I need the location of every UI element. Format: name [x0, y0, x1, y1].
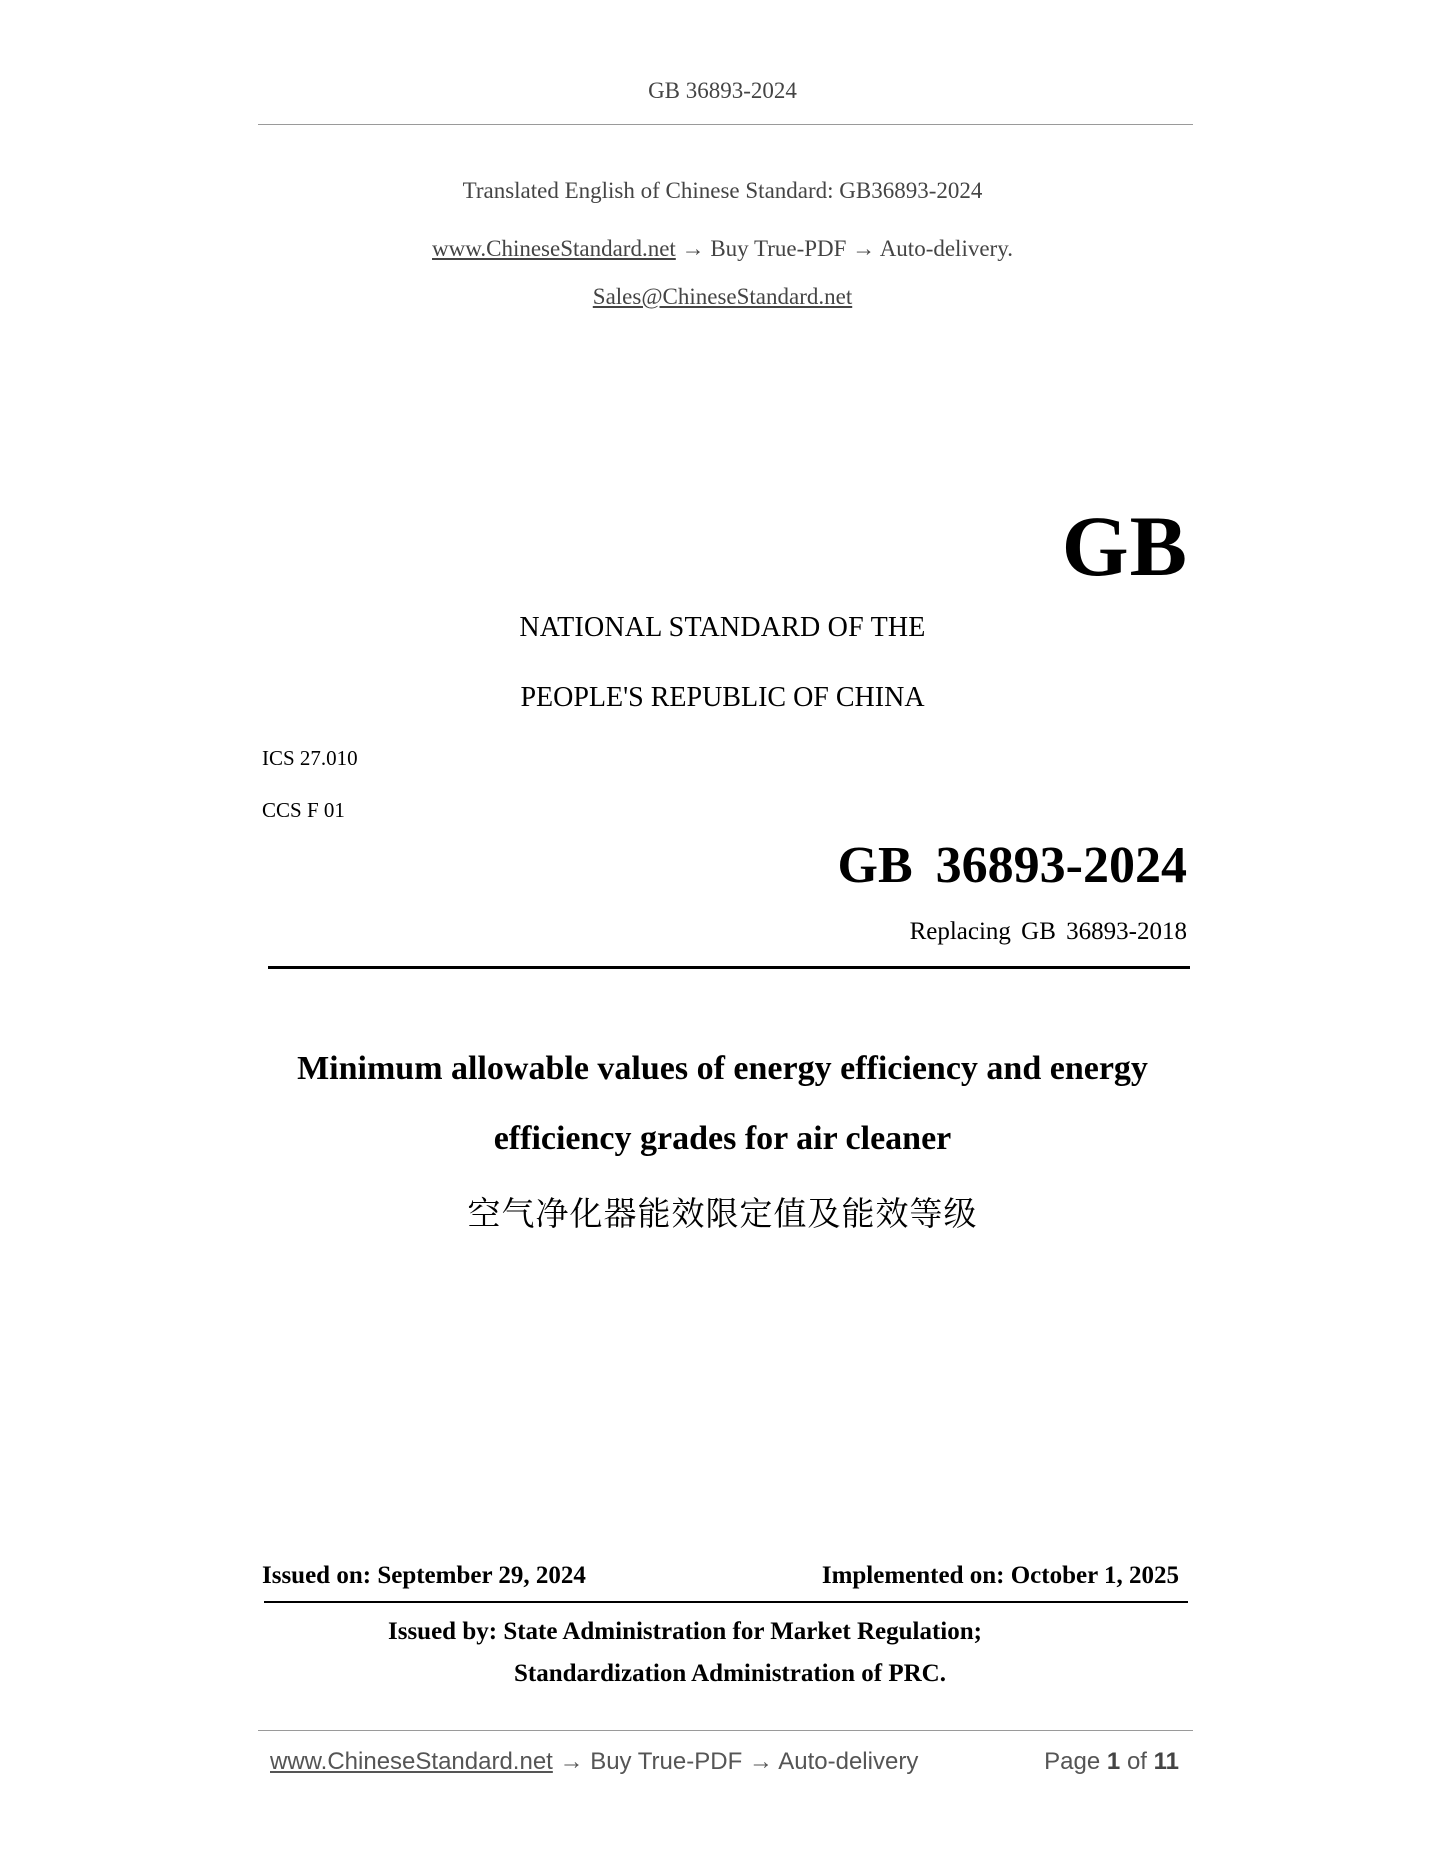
issued-on-date: Issued on: September 29, 2024: [262, 1562, 586, 1589]
title-english-line2: efficiency grades for air cleaner: [493, 1120, 952, 1157]
page-indicator: [1044, 1748, 1179, 1776]
footer-buy-text: Buy True-PDF: [590, 1748, 743, 1775]
issue-divider: [264, 1601, 1188, 1603]
running-header: GB 36893-2024: [648, 78, 797, 103]
arrow-icon: →: [559, 1748, 584, 1775]
translated-notice: Translated English of Chinese Standard: GB36893-2024: [462, 178, 983, 203]
implemented-on-date: Implemented on: October 1, 2025: [821, 1562, 1179, 1589]
arrow-icon: →: [681, 236, 705, 261]
sales-email-line: [0, 284, 1445, 310]
footer-promo: [270, 1748, 918, 1776]
page-of-label: of: [1126, 1748, 1147, 1775]
title-chinese: 空气净化器能效限定值及能效等级: [467, 1194, 978, 1233]
title-divider: [268, 966, 1190, 969]
page-total: 11: [1153, 1748, 1179, 1775]
arrow-icon: →: [852, 236, 876, 261]
footer-divider: [258, 1730, 1193, 1731]
page-label: Page: [1044, 1748, 1101, 1775]
site-link[interactable]: www.ChineseStandard.net: [432, 236, 676, 261]
page-current: 1: [1106, 1748, 1121, 1775]
replacing-standard: Replacing GB 36893-2018: [909, 918, 1187, 945]
purchase-promo-line: [0, 236, 1445, 262]
gb-logo: GB: [1061, 498, 1188, 594]
auto-delivery-text: Auto-delivery.: [879, 236, 1013, 261]
footer-site-link[interactable]: www.ChineseStandard.net: [270, 1748, 553, 1775]
ccs-code: CCS F 01: [262, 798, 345, 822]
header-divider: [258, 124, 1193, 125]
sales-email-link[interactable]: Sales@ChineseStandard.net: [592, 284, 853, 309]
issued-by-line1: Issued by: State Administration for Market Regulation;: [388, 1618, 982, 1645]
ics-code: ICS 27.010: [262, 746, 358, 770]
issued-by-line2: Standardization Administration of PRC.: [514, 1660, 946, 1687]
footer-delivery-text: Auto-delivery: [778, 1748, 919, 1775]
standard-number: GB 36893-2024: [837, 837, 1187, 894]
buy-true-pdf-text: Buy True-PDF: [710, 236, 847, 261]
title-english-line1: Minimum allowable values of energy efficiency and energy: [297, 1050, 1148, 1087]
national-standard-line2: PEOPLE'S REPUBLIC OF CHINA: [520, 682, 925, 713]
national-standard-line1: NATIONAL STANDARD OF THE: [519, 612, 926, 643]
arrow-icon: →: [748, 1748, 773, 1775]
